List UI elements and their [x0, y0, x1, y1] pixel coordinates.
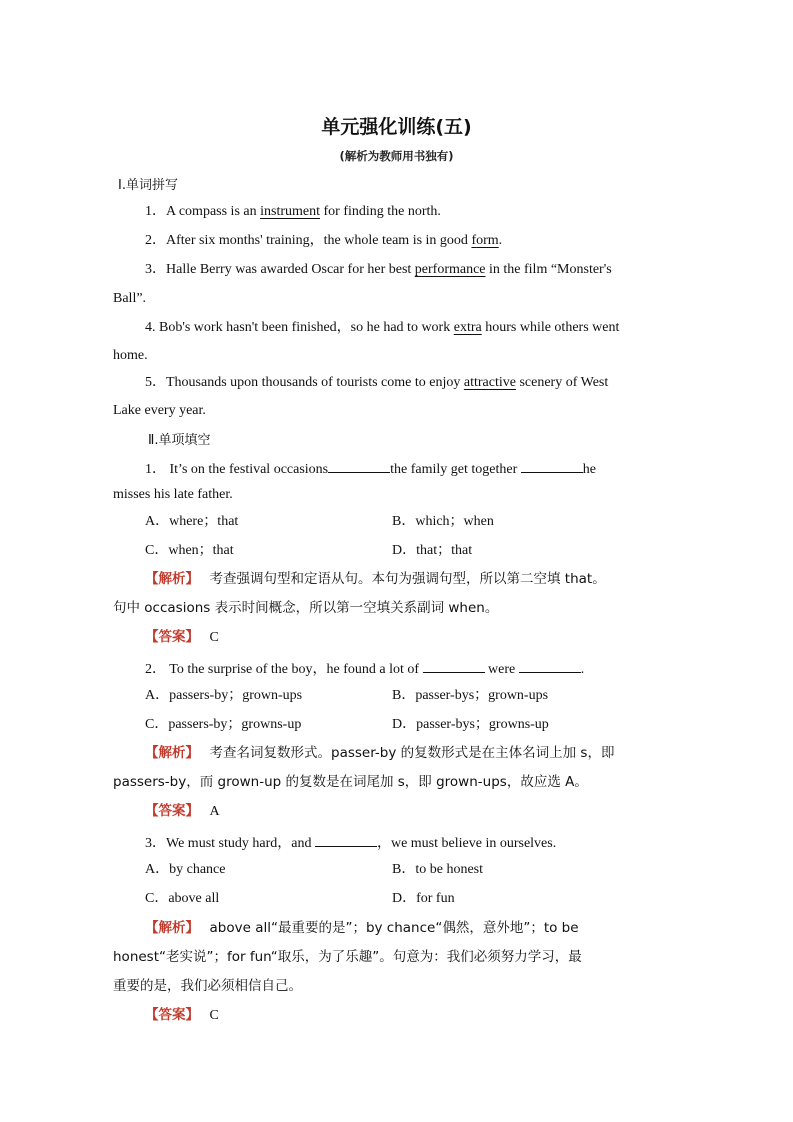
spelling-item-5-cont: Lake every year.	[113, 403, 206, 418]
q1-option-a: A．where；that	[145, 514, 239, 529]
q3-analysis: 【解析】 above all“最重要的是”；by chance“偶然，意外地”；to be	[145, 920, 579, 936]
q2-option-d: D．passer-bys；growns-up	[392, 717, 549, 732]
spelling-item-4: 4. Bob's work hasn't been finished，so he had to work extra hours while others went	[145, 320, 620, 335]
spelling-item-4-cont: home.	[113, 348, 148, 363]
question-1: 1． It’s on the festival occasions the family get together he	[145, 458, 683, 479]
spelling-item-3-cont: Ball”.	[113, 291, 147, 306]
q3-analysis-cont-2: 重要的是，我们必须相信自己。	[113, 978, 302, 994]
q3-option-c: C．above all	[145, 891, 220, 906]
question-1-cont: misses his late father.	[113, 487, 233, 502]
q2-answer: 【答案】 A	[145, 803, 220, 819]
q2-analysis-cont: passers-by，而 grown-up 的复数是在词尾加 s，即 grown-ups，故应选 A。	[113, 774, 588, 790]
q1-option-c: C．when；that	[145, 543, 234, 558]
spelling-item-1: 1．A compass is an instrument for finding the north.	[145, 204, 441, 219]
page-title: 单元强化训练(五)	[321, 116, 472, 138]
question-3: 3．We must study hard，and ，we must believe in ourselves.	[145, 832, 683, 853]
q3-option-b: B．to be honest	[392, 862, 483, 877]
question-2: 2． To the surprise of the boy，he found a lot of were .	[145, 658, 683, 679]
q1-answer: 【答案】 C	[145, 629, 219, 645]
page-subtitle: (解析为教师用书独有)	[339, 149, 454, 163]
q3-analysis-cont: honest“老实说”；for fun“取乐，为了乐趣”。句意为：我们必须努力学习，最	[113, 949, 582, 965]
spelling-item-2: 2．After six months' training，the whole team is in good form.	[145, 233, 503, 248]
spelling-item-5: 5．Thousands upon thousands of tourists come to enjoy attractive scenery of West	[145, 375, 609, 390]
q2-option-c: C．passers-by；growns-up	[145, 717, 302, 732]
q2-analysis: 【解析】 考查名词复数形式。passer-by 的复数形式是在主体名词上加 s，即	[145, 745, 615, 761]
q2-option-a: A．passers-by；grown-ups	[145, 688, 303, 703]
q1-analysis-cont: 句中 occasions 表示时间概念，所以第一空填关系副词 when。	[113, 600, 499, 616]
q1-option-b: B．which；when	[392, 514, 494, 529]
q1-option-d: D．that；that	[392, 543, 473, 558]
q3-option-d: D．for fun	[392, 891, 455, 906]
q1-analysis: 【解析】 考查强调句型和定语从句。本句为强调句型，所以第二空填 that。	[145, 571, 606, 587]
section-heading-choice: Ⅱ.单项填空	[148, 433, 211, 448]
section-heading-spelling: Ⅰ.单词拼写	[118, 178, 178, 193]
q3-answer: 【答案】 C	[145, 1007, 219, 1023]
spelling-item-3: 3．Halle Berry was awarded Oscar for her best performance in the film “Monster's	[145, 262, 612, 277]
q3-option-a: A．by chance	[145, 862, 226, 877]
q2-option-b: B．passer-bys；grown-ups	[392, 688, 549, 703]
